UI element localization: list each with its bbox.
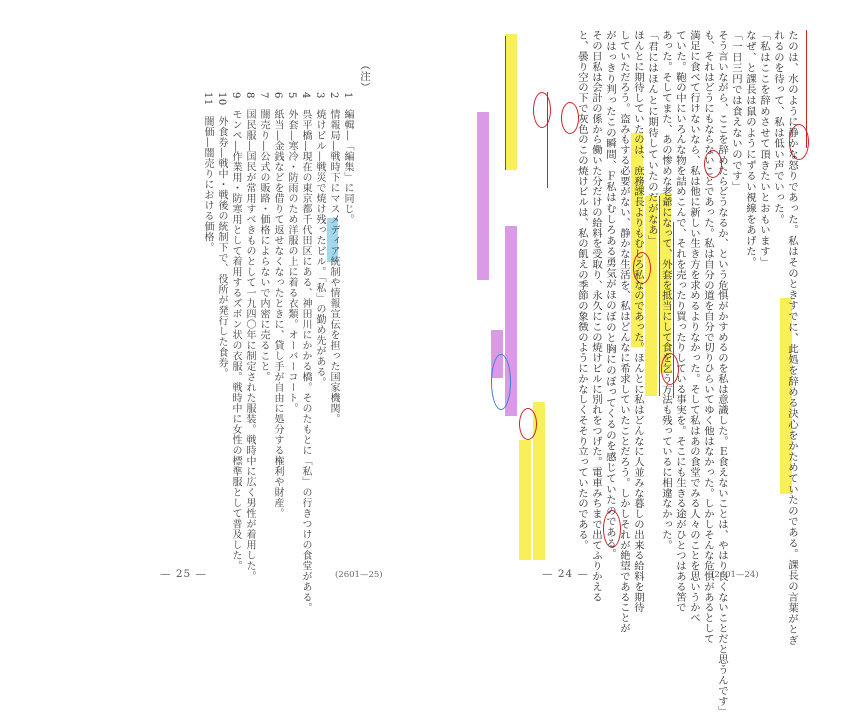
yellow-highlight <box>519 440 531 560</box>
body-column: 「私はここを辞めさせて頂きたいとおもいます」 <box>758 30 770 268</box>
note-9: 9 モンペ―作業用・防寒用として着用するズボン状の衣服。戦時中に女性の標準服として普及した。 <box>230 92 241 572</box>
left-page <box>0 0 421 614</box>
note-10: 10 外食券―戦中・戦後の統制下で、役所が発行した食券。 <box>216 92 227 379</box>
note-3: 3 焼けビル―戦災で焼け残ったビル。「私」の勤め先がある。 <box>314 92 325 388</box>
purple-highlight <box>477 112 489 280</box>
note-7: 7 闇売り―公式の販路・価格によらないで内密に売ること。 <box>258 92 269 383</box>
body-column: していただろう。盗みもする必要がない、静かな生活を、私はどんなに希求していたことだろう。しかしそれが絶望であることが <box>618 30 630 634</box>
red-pen-circle <box>519 408 537 440</box>
notes-heading: （注） <box>358 60 370 93</box>
body-column: ていた。鞄の中にいろんな物を詰めこんで、それを売ったり買ったりしている事実を。そこにも生きる途がひとつはある筈で <box>674 30 686 613</box>
blue-pen-circle <box>491 354 511 410</box>
red-pen-line <box>505 36 506 170</box>
note-5: 5 外套―寒冷・防雨のため洋服の上に着る衣類。オーバーコート。 <box>286 92 297 414</box>
page-code: (2601—25) <box>335 570 383 580</box>
body-column: その日私は会計の係から働いた分だけの給料を受取り、永久にこの焼けビルに別れをつげた。電車みちまで出てふりかえる <box>590 30 602 602</box>
body-column: も、それはどうにもならないことであった。私は自分の道を自分で切りひらいてゆく他はなかった。しかしそんな危惧があるとして <box>702 30 714 644</box>
note-4: 4 呉平橋―現在の東京都千代田区にある、神田川にかかる橋。そのたもとに「私」の行きつけの食堂がある。 <box>300 92 311 614</box>
page-code: (2601—24) <box>711 570 759 580</box>
note-1: 1 編輯―「編集」に同じ。 <box>342 92 353 225</box>
body-column: なぜ、と課長は鼠のようにずるい視線をあげた。 <box>744 30 756 268</box>
note-8: 8 国民服―国民が常用すべきものとして一九四〇年に制定された服装。戦時中に広く男性が着用した。 <box>244 92 255 582</box>
yellow-highlight <box>505 34 517 170</box>
body-column: そう言いながら、ここを辞めたらどうなるか、という危惧がかすめるのを私は意識した。Ｅ食えないことは、やはり良くないことだと思うんです」 <box>716 30 728 716</box>
note-2: 2 情報局―戦時下にマスメディア統制や情報宣伝を担った国家機関。 <box>328 92 339 425</box>
note-6: 6 紙当―金銭などを借りて返せなくなったときに、貸し手が自由に処分する権利や財産。 <box>272 92 283 519</box>
body-column: たのは、水のように静かな怒りであった。私はそのときすでに、此処を辞める決心をかためていたのである。課長の言葉がとぎ <box>786 30 798 646</box>
body-column: ほんとに期待していたのは、庶務課長よりもむしろ私なのであった。ほんとに私はどんなに人並みな暮しの出来る給料を期待 <box>632 30 644 613</box>
body-column: 「一日三円では食えないのです」 <box>730 30 742 192</box>
body-column: あった。そしてまた、あの惨めな老爺になって、外套を抵当にして食を乞う方法も残っているに相違なかった。 <box>660 30 672 550</box>
red-pen-circle <box>533 92 551 128</box>
body-column: れるのを待って、私は低い声でいった。 <box>772 30 784 225</box>
right-page <box>421 0 842 716</box>
note-11: 11 闇価―闇売りにおける価格。 <box>202 92 213 253</box>
body-column: 満足に食べて行けないなら、私は他に新しい生き方を求めるよりなかった。そして私はあの食堂でみる人々のことを思いうかべ <box>688 30 700 623</box>
page-number: — 25 — <box>160 568 208 580</box>
body-column: と、曇り空の下で灰色のこの焼けビルは、私の飢えの季節の象徴のようにかなしくそそり立っていたのである。 <box>576 30 588 550</box>
body-column: 「君にはほんとに期待していたのだがなあ」 <box>646 30 658 246</box>
page-number: — 24 — <box>542 568 590 580</box>
body-column: がはっきり判ったこの瞬間、Ｆ私はむしろある勇気がほのぼのと胸にのぼってくるのを感じていたのである。 <box>604 30 616 560</box>
